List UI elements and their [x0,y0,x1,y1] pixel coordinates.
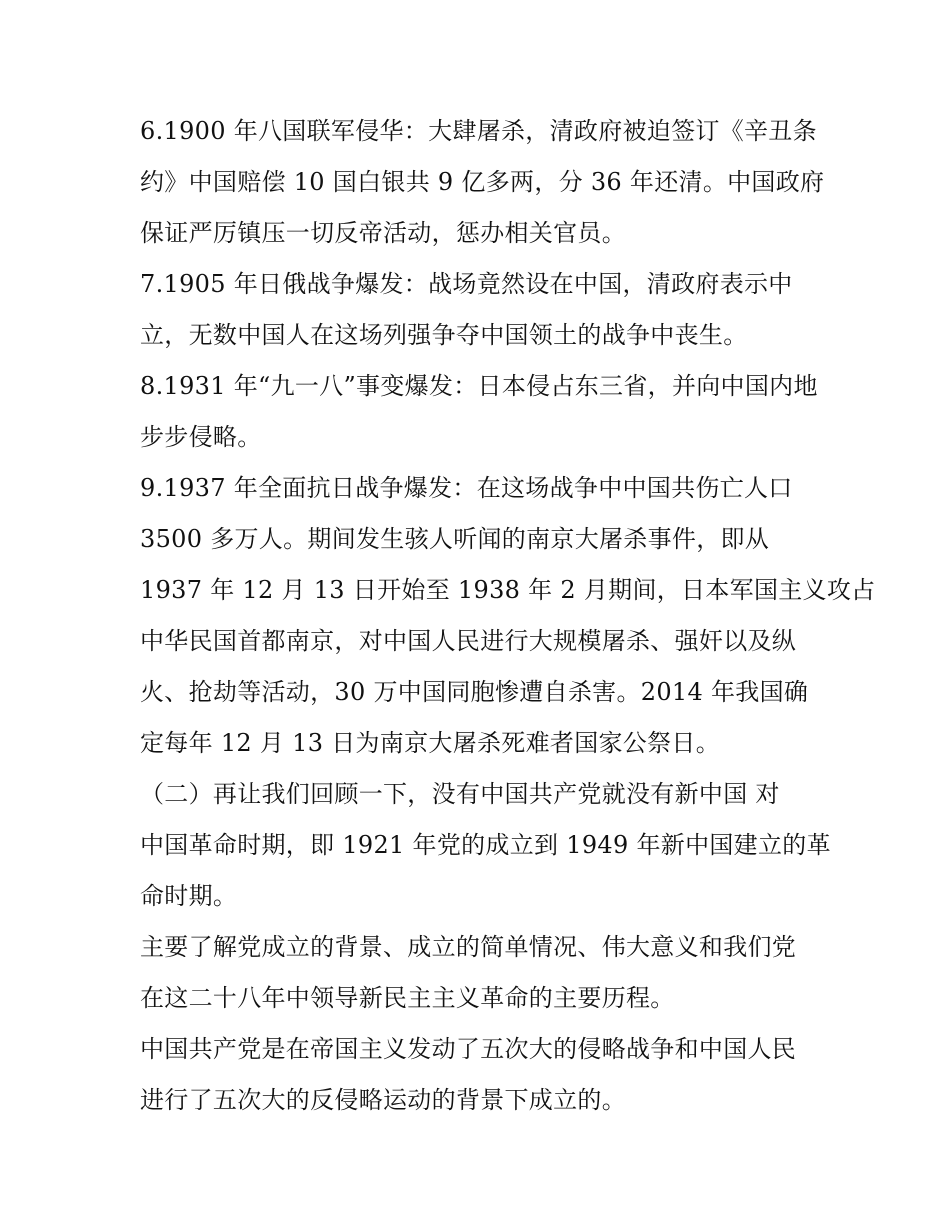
text-line: 火、抢劫等活动，30 万中国同胞惨遭自杀害。2014 年我国确 [140,678,809,706]
text-line: 7.1905 年日俄战争爆发：战场竟然设在中国，清政府表示中 [140,270,793,298]
text-line: 1937 年 12 月 13 日开始至 1938 年 2 月期间，日本军国主义攻占 [140,576,876,604]
text-line: 定每年 12 月 13 日为南京大屠杀死难者国家公祭日。 [140,729,720,757]
text-line: 9.1937 年全面抗日战争爆发：在这场战争中中国共伤亡人口 [140,474,793,502]
text-line: 8.1931 年“九一八”事变爆发：日本侵占东三省，并向中国内地 [140,372,818,400]
text-line: 约》中国赔偿 10 国白银共 9 亿多两，分 36 年还清。中国政府 [140,168,825,196]
text-line: 中华民国首都南京，对中国人民进行大规模屠杀、强奸以及纵 [140,627,797,655]
text-line: 6.1900 年八国联军侵华：大肆屠杀，清政府被迫签订《辛丑条 [140,117,817,145]
text-line: （二）再让我们回顾一下，没有中国共产党就没有新中国 对 [140,780,780,808]
text-line: 在这二十八年中领导新民主主义革命的主要历程。 [140,984,675,1012]
text-line: 中国共产党是在帝国主义发动了五次大的侵略战争和中国人民 [140,1035,797,1063]
text-line: 保证严厉镇压一切反帝活动，惩办相关官员。 [140,219,626,247]
document-body [140,106,876,1126]
text-line: 进行了五次大的反侵略运动的背景下成立的。 [140,1086,626,1114]
text-line: 3500 多万人。期间发生骇人听闻的南京大屠杀事件，即从 [140,525,770,553]
text-line: 命时期。 [140,882,238,910]
text-line: 主要了解党成立的背景、成立的简单情况、伟大意义和我们党 [140,933,797,961]
text-line: 步步侵略。 [140,423,262,451]
text-line: 中国革命时期，即 1921 年党的成立到 1949 年新中国建立的革 [140,831,831,859]
text-line: 立，无数中国人在这场列强争夺中国领土的战争中丧生。 [140,321,748,349]
